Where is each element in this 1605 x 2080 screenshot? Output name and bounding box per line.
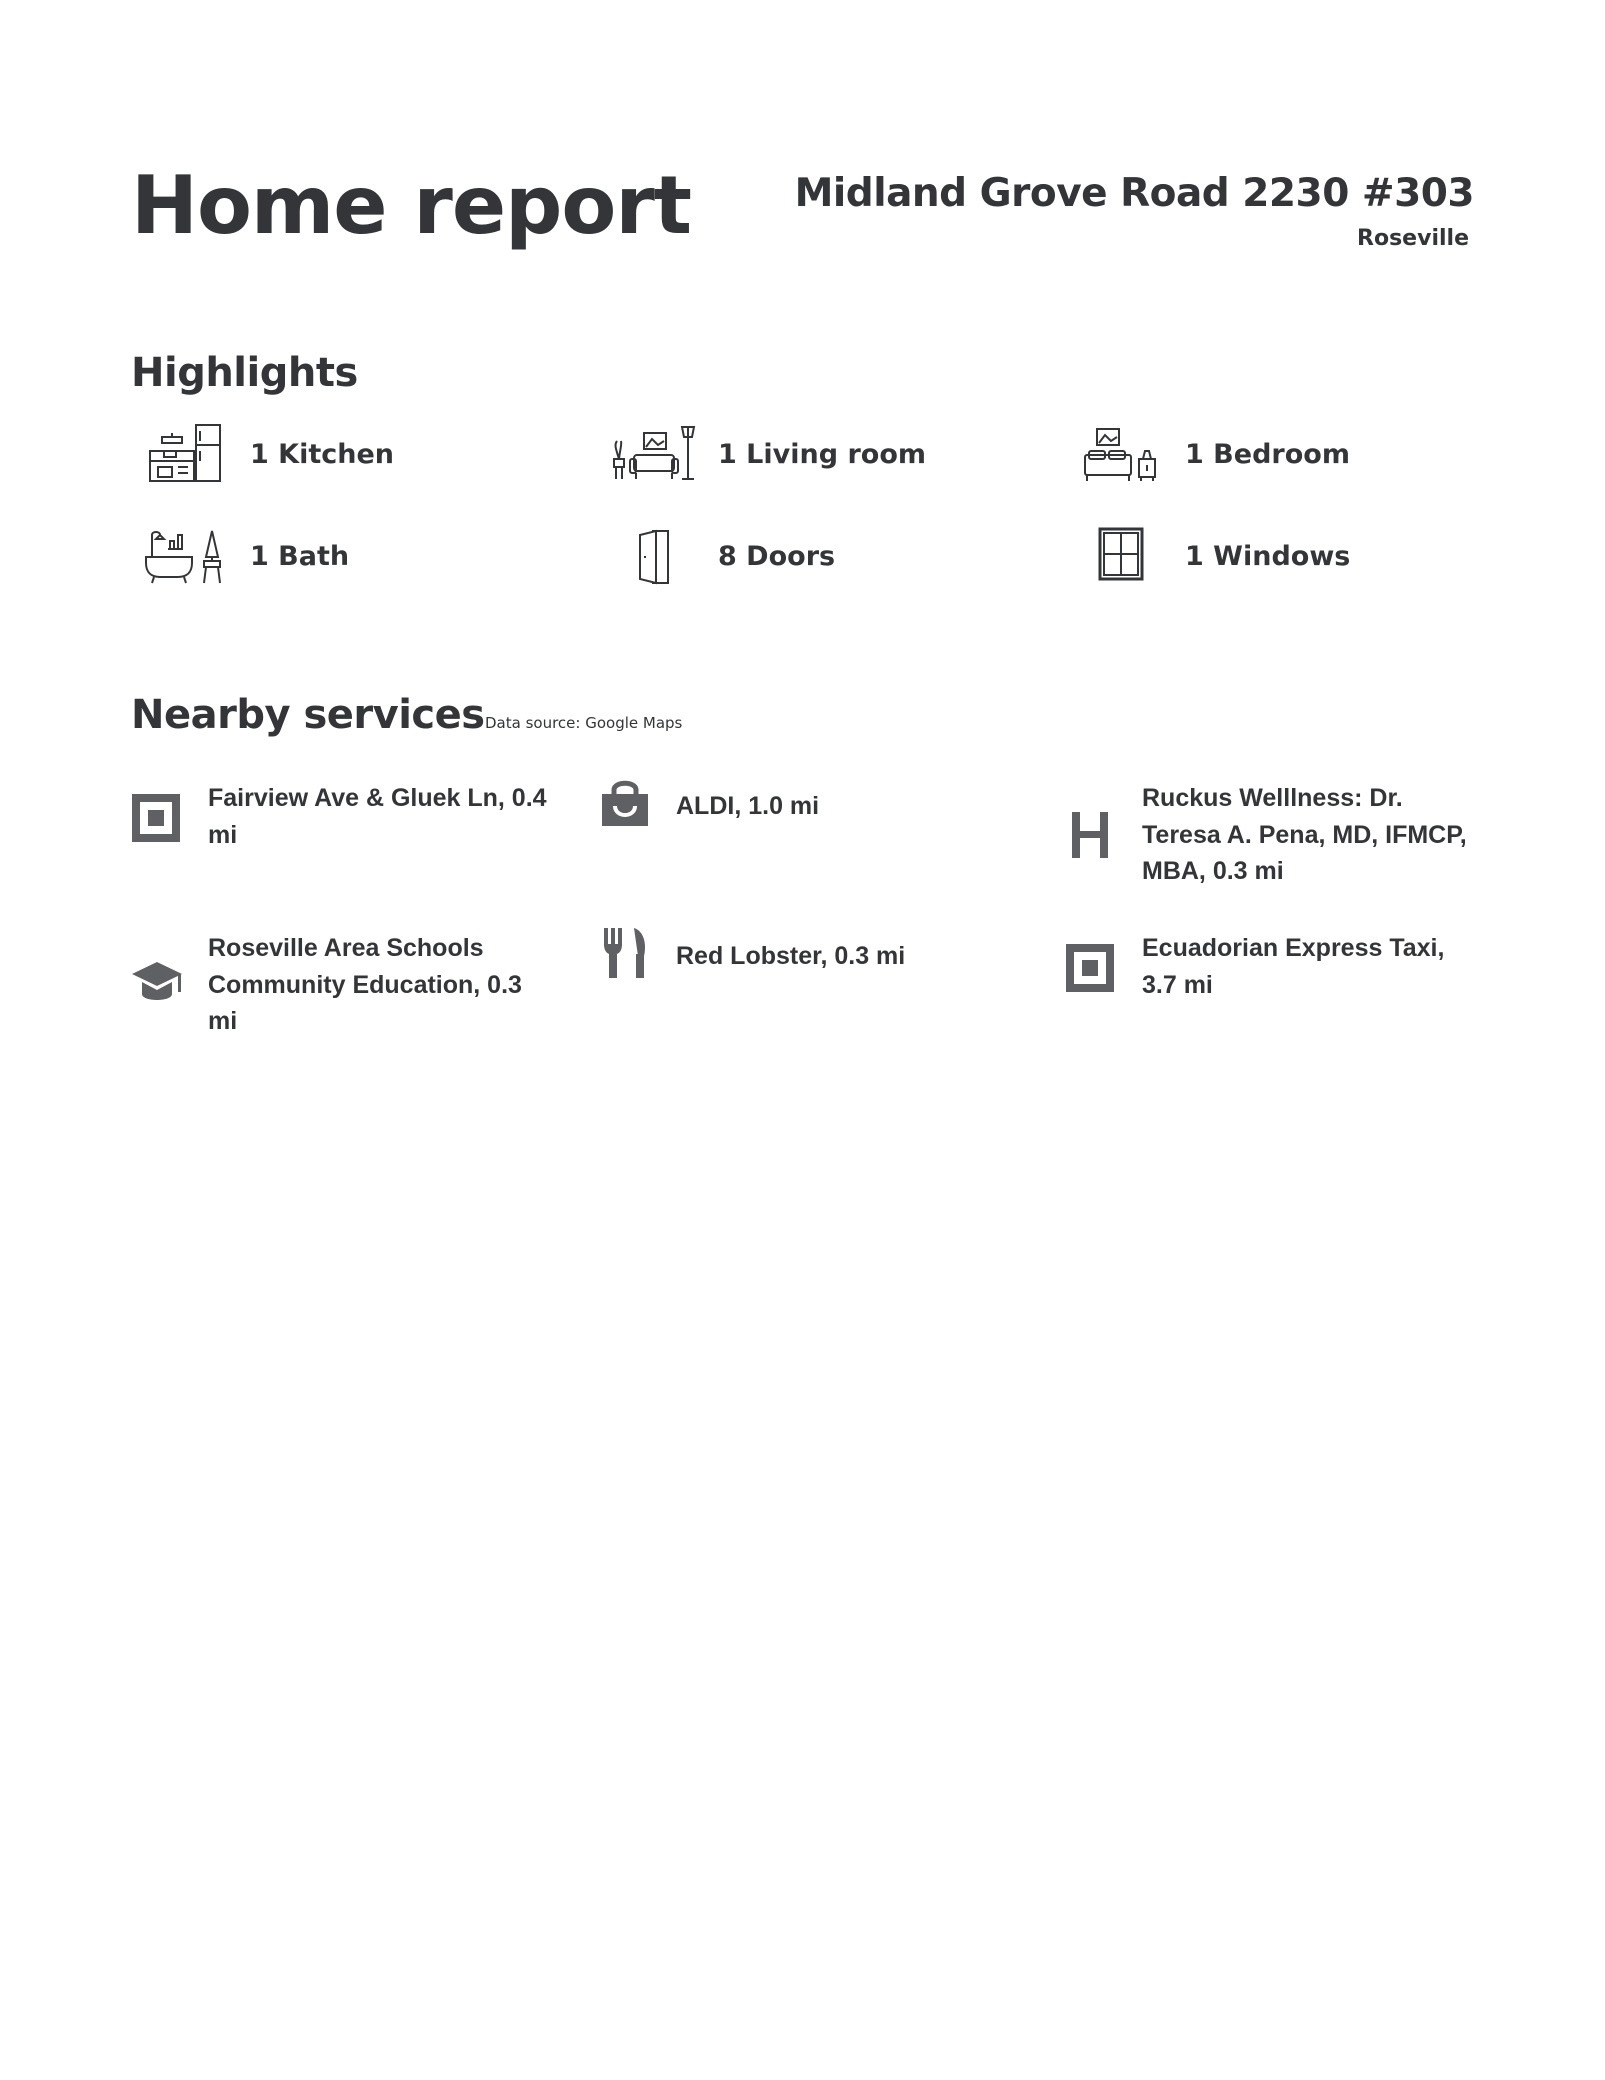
- highlight-label: 1 Kitchen: [250, 439, 395, 470]
- highlight-bath: [140, 517, 560, 597]
- bath-icon: [140, 517, 230, 597]
- service-label: Fairview Ave & Gluek Ln, 0.4 mi: [208, 784, 547, 849]
- property-city: Roseville: [1357, 226, 1469, 251]
- service-label: Ecuadorian Express Taxi, 3.7 mi: [1142, 934, 1445, 999]
- window-icon: [1075, 517, 1165, 597]
- service-label: Roseville Area Schools Community Education, 0.3 mi: [208, 934, 522, 1035]
- highlight-living-room: [608, 415, 1028, 495]
- highlight-label: 8 Doors: [718, 541, 836, 572]
- shopping-bag-icon: [598, 776, 652, 830]
- living-room-icon: [608, 415, 698, 495]
- transit-stop-icon: [130, 792, 184, 846]
- property-address: Midland Grove Road 2230 #303: [794, 171, 1474, 216]
- bedroom-icon: [1075, 415, 1165, 495]
- page-title: Home report: [131, 159, 692, 252]
- nearby-services-heading: Nearby services: [131, 692, 485, 738]
- highlight-bedroom: [1075, 415, 1495, 495]
- service-label: ALDI, 1.0 mi: [676, 792, 820, 820]
- service-label: Red Lobster, 0.3 mi: [676, 942, 906, 970]
- highlight-label: 1 Bedroom: [1185, 439, 1350, 470]
- highlight-label: 1 Windows: [1185, 541, 1351, 572]
- door-icon: [608, 517, 698, 597]
- highlight-label: 1 Living room: [718, 439, 926, 470]
- highlights-heading: Highlights: [131, 350, 358, 396]
- highlight-doors: [608, 517, 1028, 597]
- hospital-icon: [1064, 808, 1118, 862]
- highlight-windows: [1075, 517, 1495, 597]
- highlight-kitchen: [140, 415, 560, 495]
- highlight-label: 1 Bath: [250, 541, 350, 572]
- service-label: Ruckus Welllness: Dr. Teresa A. Pena, MD, IFMCP, MBA, 0.3 mi: [1142, 784, 1467, 885]
- data-source-note: Data source: Google Maps: [485, 714, 683, 732]
- transit-stop-icon: [1064, 942, 1118, 996]
- school-icon: [130, 958, 184, 1012]
- restaurant-icon: [598, 926, 652, 980]
- kitchen-icon: [140, 415, 230, 495]
